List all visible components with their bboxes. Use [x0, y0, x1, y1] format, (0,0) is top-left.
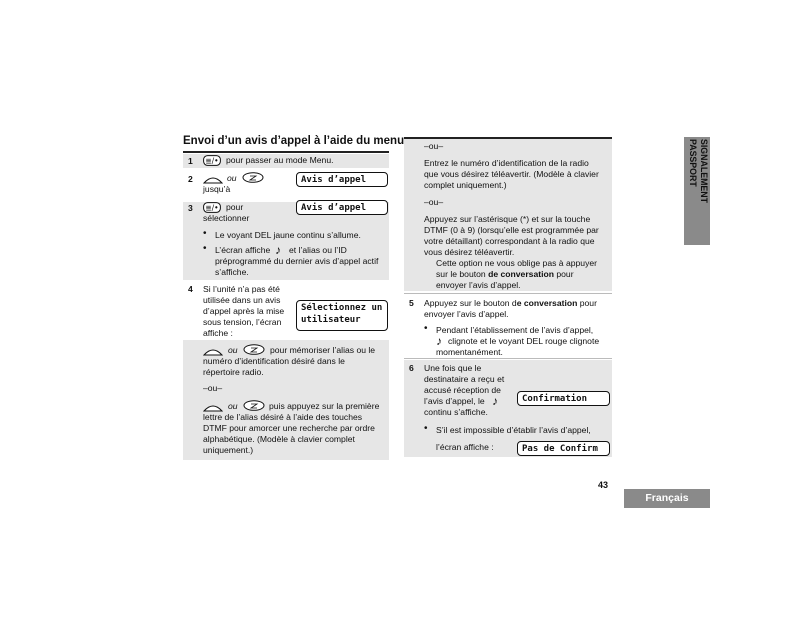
- text-run: sur le bouton: [436, 269, 489, 279]
- step4-text: lettre de l’alias désiré à l’aide des touches: [203, 412, 363, 422]
- music-note-icon: ♪: [275, 243, 281, 257]
- step-number: 1: [188, 156, 193, 166]
- menu-key-icon: [203, 155, 221, 166]
- step-number: 6: [409, 363, 414, 373]
- bullet: •: [203, 228, 207, 239]
- left-scroll-key-icon: [203, 402, 223, 412]
- step4-text: pour mémoriser l’alias ou le: [270, 345, 376, 355]
- bullet-text: et l’alias ou l’ID: [289, 245, 347, 255]
- step4-text: utilisée dans un avis: [203, 295, 281, 305]
- left-scroll-key-icon: [203, 174, 223, 184]
- lcd-display: Avis d’appel: [296, 172, 388, 187]
- right-text: complet uniquement.): [424, 180, 507, 190]
- bullet-text: Le voyant DEL jaune continu s’allume.: [215, 230, 361, 240]
- step-number: 4: [188, 284, 193, 294]
- step-number: 5: [409, 298, 414, 308]
- step5-text: [424, 298, 597, 309]
- right-scroll-key-icon: [243, 400, 265, 411]
- bullet: •: [424, 323, 428, 334]
- section-side-tab: [684, 137, 710, 245]
- step1-text: pour passer au mode Menu.: [226, 155, 334, 165]
- right-text: Appuyez sur l’astérisque (*) et sur la touche: [424, 214, 591, 224]
- side-tab-label: SIGNALEMENT PASSPORT: [688, 139, 709, 204]
- step4-text: DTMF pour amorcer une recherche par ordre: [203, 423, 375, 433]
- bullet-text: préprogrammé du dernier avis d’appel actif: [215, 256, 379, 266]
- lcd-line: utilisateur: [301, 315, 361, 325]
- step3-text: pour: [226, 202, 244, 212]
- step4-text: uniquement.): [203, 445, 254, 455]
- text-run: pour: [553, 269, 574, 279]
- step4-text: sous tension, l’écran: [203, 317, 282, 327]
- bullet-text: Pendant l’établissement de l’avis d’appel,: [436, 325, 594, 335]
- separator-text: –ou–: [424, 197, 444, 207]
- right-text: votre détaillant) correspondant à la radio que: [424, 236, 595, 246]
- right-text: Cette option ne vous oblige pas à appuyer: [436, 258, 598, 268]
- text-run-bold: e conversation: [516, 298, 578, 308]
- or-text: ou: [228, 401, 238, 411]
- music-note-icon: ♪: [436, 334, 442, 348]
- right-text: que vous désirez téléavertir. (Modèle à clavier: [424, 169, 599, 179]
- step-number: 3: [188, 203, 193, 213]
- bullet-text: clignote et le voyant DEL rouge clignote: [448, 336, 600, 346]
- right-text: Entrez le numéro d’identification de la radio: [424, 158, 589, 168]
- bullet-text: S’il est impossible d’établir l’avis d’appel,: [436, 425, 591, 435]
- page-number: 43: [598, 480, 609, 490]
- step6-text: Une fois que le: [424, 363, 482, 373]
- step6-text: accusé réception de: [424, 385, 501, 395]
- bullet-text: L’écran affiche: [215, 245, 271, 255]
- bullet-text: l’écran affiche :: [436, 442, 494, 452]
- step2-text: jusqu’à: [203, 184, 231, 194]
- step-number: 2: [188, 174, 193, 184]
- right-text: DTMF (0 à 9) (lorsqu’elle est programmée par: [424, 225, 599, 235]
- step6-text: continu s’affiche.: [424, 407, 488, 417]
- right-text: vous désirez téléavertir.: [424, 247, 515, 257]
- step4-text: Si l’unité n’a pas été: [203, 284, 280, 294]
- menu-key-icon: [203, 202, 221, 213]
- step4-text: d’appel après la mise: [203, 306, 285, 316]
- text-run: Appuyez sur le bouton d: [424, 298, 517, 308]
- music-note-icon: ♪: [492, 394, 498, 408]
- lcd-line: Sélectionnez un: [301, 303, 383, 313]
- left-top-rule: [183, 151, 389, 153]
- bullet: •: [424, 423, 428, 434]
- step4-text: alphabétique. (Modèle à clavier complet: [203, 434, 355, 444]
- step4-text: affiche :: [203, 328, 233, 338]
- lcd-display: [296, 300, 388, 331]
- bullet-text: momentanément.: [436, 347, 503, 357]
- bullet-text: s’affiche.: [215, 267, 249, 277]
- left-scroll-key-icon: [203, 346, 223, 356]
- or-text: ou: [227, 173, 237, 183]
- separator-text: –ou–: [203, 383, 223, 393]
- text-run-bold: de conversation: [488, 269, 554, 279]
- svg-text:≣/•: ≣/•: [205, 203, 219, 213]
- text-run: pour: [577, 298, 597, 308]
- section-title: Envoi d’un avis d’appel à l’aide du menu: [183, 135, 405, 147]
- right-scroll-key-icon: [243, 344, 265, 355]
- step4-text: répertoire radio.: [203, 367, 264, 377]
- svg-text:≣/•: ≣/•: [205, 156, 219, 166]
- right-scroll-key-icon: [242, 172, 264, 183]
- bullet: •: [203, 243, 207, 254]
- right-text: envoyer l’avis d’appel.: [436, 280, 521, 290]
- right-text: [436, 269, 574, 280]
- step4-text: numéro d’identification désiré dans le: [203, 356, 345, 366]
- step4-text: puis appuyez sur la première: [269, 401, 380, 411]
- separator-text: –ou–: [424, 141, 444, 151]
- step3-text: sélectionner: [203, 213, 250, 223]
- step6-text: l’avis d’appel, le: [424, 396, 485, 406]
- lcd-display: Avis d’appel: [296, 200, 388, 215]
- lcd-display: Confirmation: [517, 391, 610, 406]
- step5-text: envoyer l’avis d’appel.: [424, 309, 509, 319]
- or-text: ou: [228, 345, 238, 355]
- step6-text: destinataire a reçu et: [424, 374, 505, 384]
- divider: [404, 293, 612, 294]
- language-tab: Français: [624, 489, 710, 508]
- lcd-display: Pas de Confirm: [517, 441, 610, 456]
